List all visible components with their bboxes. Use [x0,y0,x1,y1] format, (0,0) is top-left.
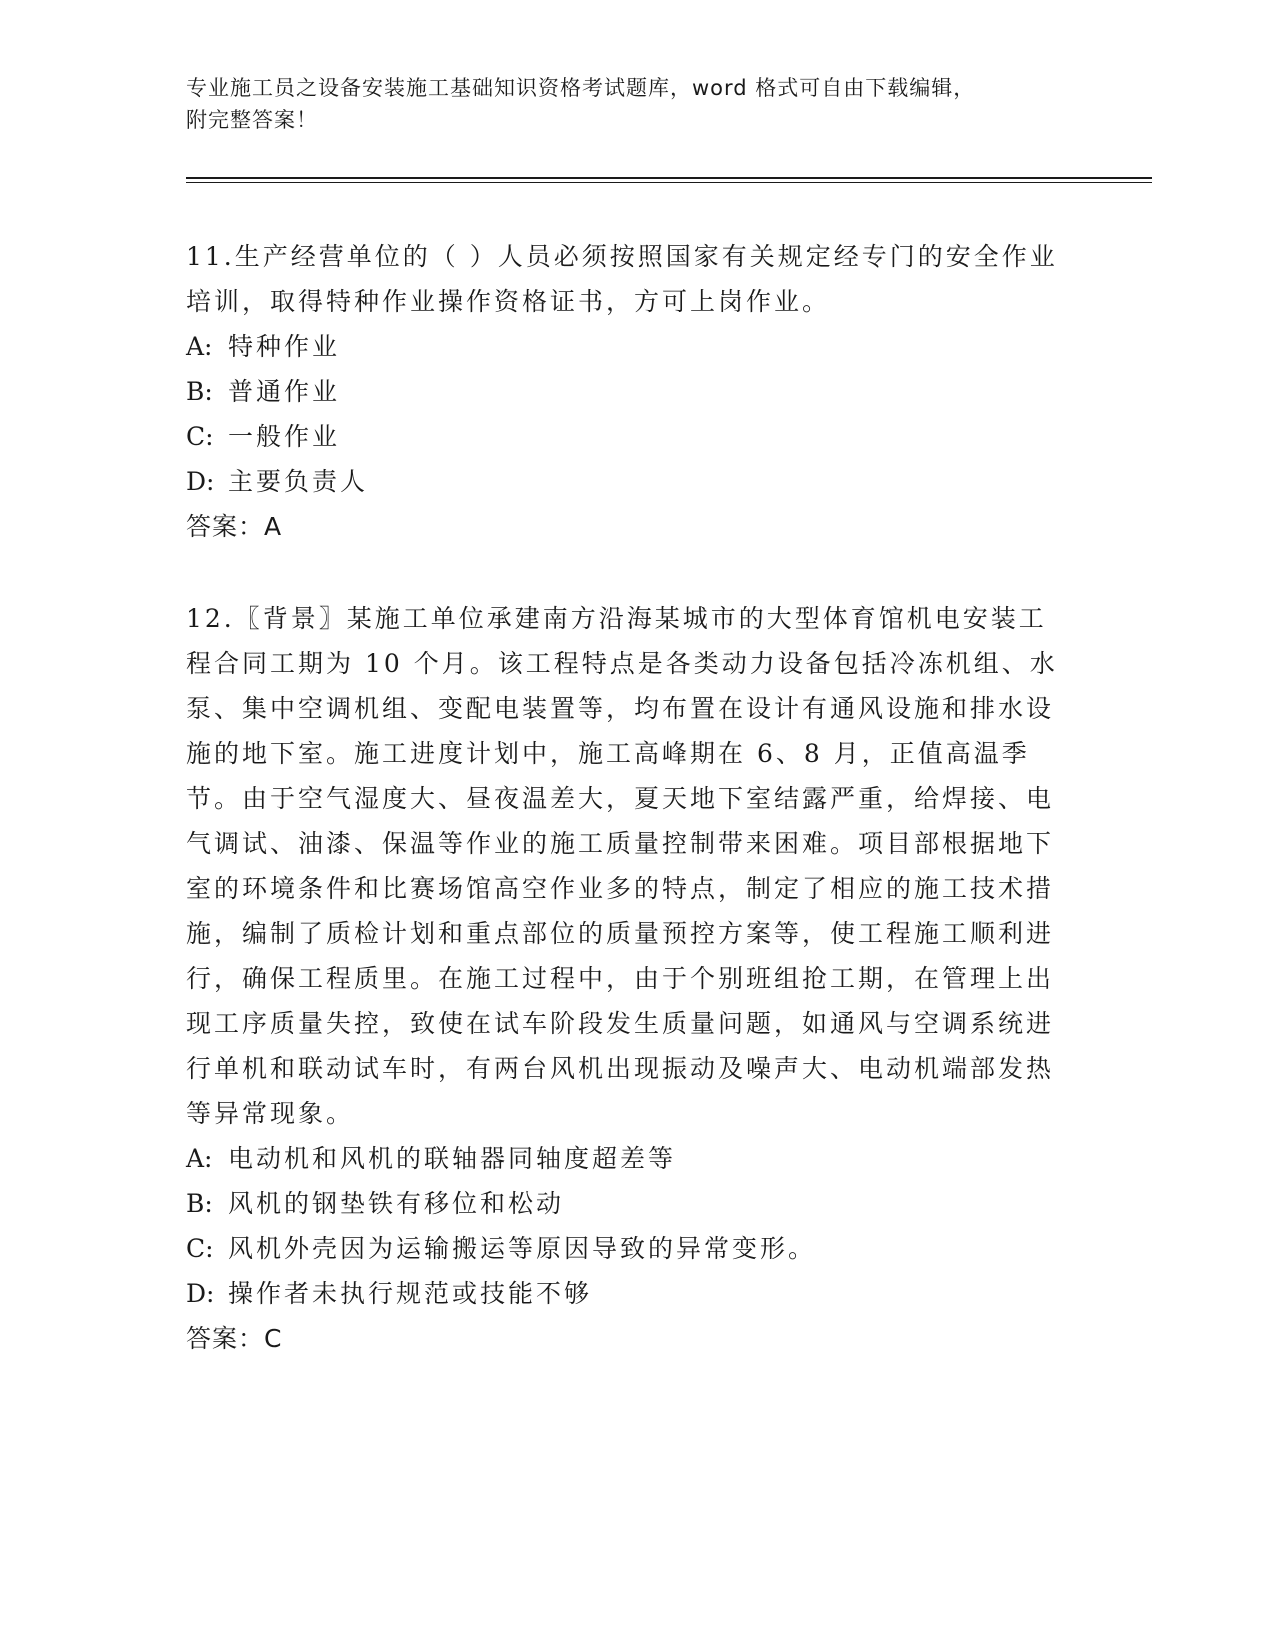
question-11 [186,234,1086,549]
question-12 [186,596,1086,1361]
header-line-1: 专业施工员之设备安装施工基础知识资格考试题库，word 格式可自由下载编辑， [186,76,976,100]
option-key: C: [186,422,214,451]
answer-line: 答案：A [186,512,283,541]
header-line-2: 附完整答案！ [186,108,318,132]
document-header [186,72,1066,136]
option-a [186,324,1086,369]
option-text: 电动机和风机的联轴器同轴度超差等 [228,1144,677,1173]
option-key: B: [186,377,213,406]
answer-line: 答案：C [186,1324,283,1353]
option-text: 操作者未执行规范或技能不够 [228,1279,593,1308]
option-c [186,1226,1086,1271]
option-text: 风机外壳因为运输搬运等原因导致的异常变形。 [228,1234,817,1263]
option-text: 特种作业 [228,332,341,361]
option-text: 一般作业 [228,422,341,451]
question-stem: 11.生产经营单位的（ ）人员必须按照国家有关规定经专门的安全作业培训，取得特种作业操作资格证书，方可上岗作业。 [186,242,1058,316]
option-d [186,1271,1086,1316]
option-key: D: [186,1279,215,1308]
header-divider-thick [186,177,1152,179]
option-a [186,1136,1086,1181]
option-key: A: [186,332,213,361]
option-b [186,369,1086,414]
option-key: C: [186,1234,214,1263]
option-b [186,1181,1086,1226]
question-stem: 12.〖背景〗某施工单位承建南方沿海某城市的大型体育馆机电安装工程合同工期为 10 个月。该工程特点是各类动力设备包括冷冻机组、水泵、集中空调机组、变配电装置等，均布置在设计有通风设施和排水设施的地下室。施工进度计划中，施工高峰期在 6、8 月，正值高温季节。由于空气湿度大、昼夜温差大，夏天地下室结露严重，给焊接、电气调试、油漆、保温等作业的施工质量控制带来困难。项目部根据地下室的环境条件和比赛场馆高空作业多的特点，制定了相应的施工技术措施，编制了质检计划和重点部位的质量预控方案等，使工程施工顺利进行，确保工程质里。在施工过程中，由于个别班组抢工期，在管理上出现工序质量失控，致使在试车阶段发生质量问题，如通风与空调系统进行单机和联动试车时，有两台风机出现振动及噪声大、电动机端部发热等异常现象。 [186,604,1058,1128]
option-key: A: [186,1144,213,1173]
option-text: 普通作业 [228,377,341,406]
option-key: D: [186,467,215,496]
option-d [186,459,1086,504]
option-key: B: [186,1189,213,1218]
option-text: 风机的钢垫铁有移位和松动 [228,1189,565,1218]
option-c [186,414,1086,459]
option-text: 主要负责人 [228,467,369,496]
header-divider-thin [186,182,1152,183]
